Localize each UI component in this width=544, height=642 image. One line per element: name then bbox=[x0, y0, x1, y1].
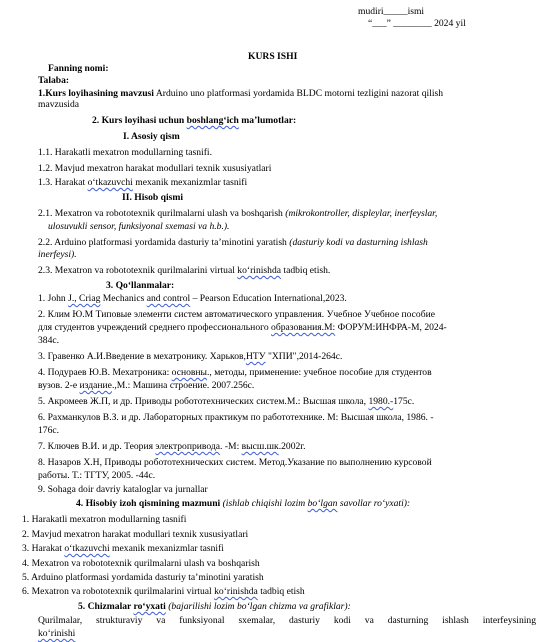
basic-item bbox=[38, 177, 247, 189]
section-initial-data-heading bbox=[92, 115, 296, 127]
heading-part: (bajarilishi lozim bo‘lgan chizma va grafiklar): bbox=[165, 601, 351, 612]
reference-item: 8. Назаров Х.Н, Приводы робототехнических систем. Метод.Указание по выполнению курсовой bbox=[38, 457, 432, 468]
ref-part: издание bbox=[79, 380, 112, 391]
ref-part: 1. John bbox=[38, 293, 69, 304]
heading-part: (ishlab chiqishi lozim bbox=[220, 498, 308, 509]
item-part: ko‘rinishda bbox=[237, 265, 281, 276]
ref-part: вузов. 2-е bbox=[38, 380, 80, 391]
ref-part: 175с. bbox=[393, 396, 415, 407]
calc-item-1-cont: ulosuvukli sensor, funksiyonal sxemasi va h.b.). bbox=[48, 221, 230, 232]
item-part: 2.1. Mexatron va robototexnik qurilmalarni ulash va boshqarish bbox=[38, 208, 286, 219]
topic-continuation: mavzusida bbox=[38, 99, 80, 110]
ref-part: .2002г. bbox=[278, 441, 306, 452]
item-part: o‘tkazuvchi bbox=[64, 543, 110, 554]
calc-item-2 bbox=[38, 237, 428, 249]
subject-name-label: Fanning nomi: bbox=[48, 63, 109, 74]
contents-item: 5. Arduino platformasi yordamida dasturiy ta’minotini yaratish bbox=[22, 572, 264, 583]
reference-item bbox=[38, 367, 432, 379]
subsection-main-heading: I. Asosiy qism bbox=[123, 131, 180, 142]
basic-item: 1.1. Harakatli mexatron modullarning tasnifi. bbox=[38, 147, 212, 158]
calc-item-2-cont: inerfeysi). bbox=[38, 249, 77, 260]
item-part: 6. Mexatron va robototexnik qurilmalarini virtual bbox=[22, 586, 215, 597]
section-contents-heading bbox=[76, 498, 410, 510]
reference-item-cont bbox=[38, 380, 254, 392]
reference-item-cont: 176с. bbox=[38, 425, 60, 436]
ref-part: для студентов учреждений среднего профессионального bbox=[38, 322, 272, 333]
heading-part: savollar ro‘yxati): bbox=[337, 498, 411, 509]
heading-part: ro‘yxati bbox=[133, 601, 166, 612]
drawings-description: Qurilmalar, strukturaviy va funksiyonal sxemalar, dasturiy kodi va dasturning ishlash interfeysining bbox=[38, 615, 536, 626]
heading-part: bo‘lgan bbox=[307, 498, 338, 509]
ref-part: 4. Подураев Ю.В. Мехатроника: bbox=[38, 367, 172, 378]
reference-item-cont: работы. Т.: ТГТУ, 2005. -44с. bbox=[38, 470, 156, 481]
ref-part: – Pearson Education International,2023. bbox=[190, 293, 347, 304]
contents-item bbox=[22, 543, 224, 555]
subsection-calc-heading: II. Hisob qismi bbox=[122, 192, 184, 203]
contents-item: 1. Harakatli mexatron modullarning tasnifi bbox=[22, 514, 187, 525]
description-part: ko‘rinishi bbox=[38, 628, 76, 639]
item-part: 2.3. Mexatron va robototexnik qurilmalarini virtual bbox=[38, 265, 238, 276]
reference-item bbox=[38, 293, 347, 305]
contents-item: 2. Mavjud mexatron harakat modullari texnik xususiyatlari bbox=[22, 529, 249, 540]
reference-item: 6. Рахманкулов В.З. и др. Лабораторных практикум по работотехнике. М: Высшая школа, 1986. - bbox=[38, 412, 434, 423]
ref-part: 5. Акромеев Ж.П, и др. Приводы робототехнических систем.М.: Высшая школа, bbox=[38, 396, 369, 407]
ref-part: электроприводa bbox=[155, 441, 221, 452]
ref-part: J., Criag bbox=[68, 293, 101, 304]
section-references-heading: 3. Qo‘llanmalar: bbox=[106, 280, 175, 291]
heading-part: ma’lumotlar: bbox=[238, 115, 297, 126]
drawings-description-cont bbox=[38, 628, 75, 640]
header-date: “___” ________ 2024 yil bbox=[368, 18, 466, 29]
reference-item-cont: 384с. bbox=[38, 335, 60, 346]
item-part: mexanik mexanizmlar tasnifi bbox=[109, 543, 224, 554]
ref-part: . -М: bbox=[220, 441, 242, 452]
topic-label: 1.Kurs loyihasining mavzusi bbox=[38, 88, 154, 99]
document-title: KURS ISHI bbox=[248, 51, 298, 62]
item-part: (mikrokontroller, displeylar, inerfeyslar, bbox=[285, 208, 438, 219]
ref-part: .,М.: Машина строение. 2007.256с. bbox=[111, 380, 255, 391]
reference-item: 9. Sohaga doir davriy kataloglar va jurnallar bbox=[38, 484, 208, 495]
heading-part: 5. Chizmalar bbox=[78, 601, 134, 612]
ref-part: 3. Гравенко А.И.Введение в мехатронику. Харьков, bbox=[38, 351, 246, 362]
ref-part: Mechanics bbox=[100, 293, 147, 304]
topic-text: Arduino uno platformasi yordamida BLDC motorni tezligini nazorat qilish bbox=[153, 88, 444, 99]
ref-part: 7. Ключев В.И. и др. Теория bbox=[38, 441, 156, 452]
ref-part: "ХПИ",2014-264с. bbox=[265, 351, 343, 362]
ref-part: основны bbox=[171, 367, 207, 378]
reference-item: 2. Клим Ю.М Типовые элементи систем автоматического управления. Учебное Учебное пособие bbox=[38, 309, 435, 320]
ref-part: ., методы, применение: учебное пособие для студентов bbox=[207, 367, 432, 378]
calc-item-1 bbox=[38, 208, 437, 220]
ref-part: высш.шк bbox=[241, 441, 279, 452]
item-part: ko‘rinishda bbox=[214, 586, 258, 597]
item-part: 2.2. Arduino platformasi yordamida dasturiy ta’minotini yaratish bbox=[38, 237, 290, 248]
item-part: (dasturiy kodi va dasturning ishlash bbox=[289, 237, 428, 248]
basic-item: 1.2. Mavjud mexatron harakat modullari texnik xususiyatlari bbox=[38, 163, 272, 174]
reference-item bbox=[38, 396, 414, 408]
calc-item-3 bbox=[38, 265, 330, 277]
contents-item: 4. Mexatron va robototexnik qurilmalarni ulash va boshqarish bbox=[22, 558, 260, 569]
student-label: Talaba: bbox=[38, 75, 70, 86]
reference-item bbox=[38, 351, 342, 363]
item-part: 3. Harakat bbox=[22, 543, 65, 554]
topic-line bbox=[38, 88, 443, 100]
reference-item-cont bbox=[38, 322, 447, 334]
item-part: mexanik mexanizmlar tasnifi bbox=[132, 177, 248, 188]
heading-part: 2. Kurs loyihasi uchun bbox=[92, 115, 187, 126]
ref-part: ФОРУМ:ИНФРА-М, 2024- bbox=[335, 322, 447, 333]
ref-part: 1980.- bbox=[368, 396, 394, 407]
section-drawings-heading bbox=[78, 601, 351, 613]
item-part: 1.3. Harakat bbox=[38, 177, 88, 188]
ref-part: and control bbox=[146, 293, 191, 304]
ref-part: НТУ bbox=[245, 351, 266, 362]
heading-part: 4. Hisobiy izoh qismining mazmuni bbox=[76, 498, 221, 509]
heading-part: boshlang‘ich bbox=[186, 115, 239, 126]
ref-part: образования.М: bbox=[271, 322, 336, 333]
reference-item bbox=[38, 441, 306, 453]
item-part: tadbiq etish. bbox=[281, 265, 331, 276]
header-director-name: mudiri_____ismi bbox=[358, 6, 425, 17]
contents-item bbox=[22, 586, 305, 598]
item-part: tadbiq etish bbox=[257, 586, 305, 597]
item-part: o‘tkazuvchi bbox=[87, 177, 133, 188]
